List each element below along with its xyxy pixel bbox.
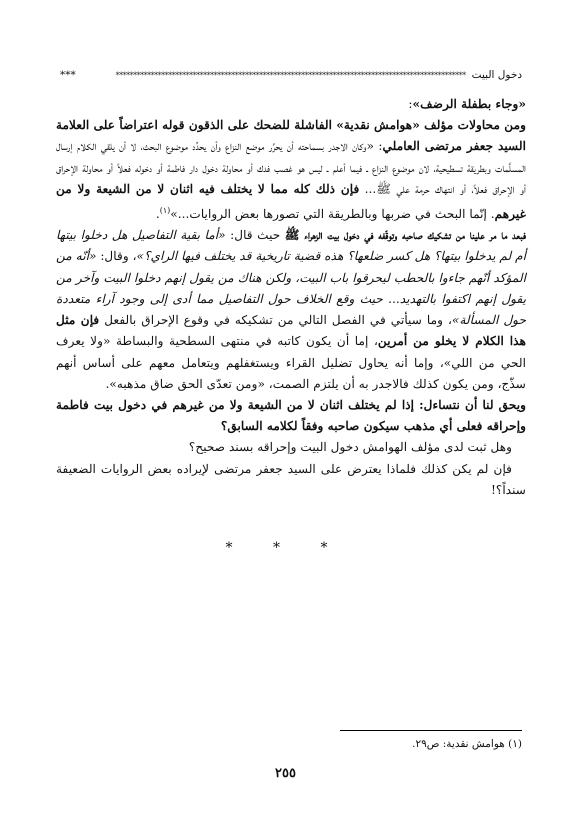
text-segment: «وجاء بطفلة الرضف» xyxy=(412,97,526,111)
text-segment: ، إما أن يكون كاتبه في منتهى السطحية والبساطة «ولا يعرف الحي من اللي»، وإما أنه يحاول تضليل القراء ويستغفلهم ويتعامل معهم على أساس أنهم سذّج، ومن يكون كذلك فالاجدر به أن يلتزم الصمت، «ومن تعدّى الحق ضاق مذهبه». xyxy=(56,334,526,391)
text-segment: . إنّما البحث في ضربها وبالطريقة التي تصورها بعض الروايات...» xyxy=(170,207,495,222)
running-title: دخول البيت xyxy=(471,69,522,81)
page-body xyxy=(56,94,526,501)
text-segment: ، وما سيأتي في الفصل التالي من تشكيكه في وقوع الإحراق بالفعل xyxy=(99,313,452,328)
running-header xyxy=(60,68,522,82)
text-segment: ومن محاولات مؤلف «هوامش نقدية» الفاشلة للضحك على الذقون قوله اعتراضاً على العلامة السيد جعفر مرتضى العاملي xyxy=(56,118,526,154)
section-separator: * * * xyxy=(225,540,346,556)
text-segment: «أما بقية التفاصيل هل دخلوا بيتها أم لم يدخلوا بيتها؟ هل كسر ضلعها؟ هذه قضية تاريخية قد يختلف فيها الراي؟» xyxy=(56,228,526,264)
paragraph xyxy=(56,395,526,437)
header-rule-decoration: **************************************************************************************************** xyxy=(115,70,466,80)
text-segment: فبعد ما مر علينا من تشكيك صاحبه وتوقّفه في دخول بيت الزهراء ﷺ xyxy=(284,228,526,243)
text-segment: (١) xyxy=(159,206,171,216)
text-segment: ، وقال: xyxy=(96,249,137,264)
text-segment: : «وكان الاجدر بسماحته أن يحرِّر موضع النزاع وأن يحدِّد موضوع البحث، لا أن يلقي الكلام إرسال المسلَّمات وبطريقة تسطيحية، لان موضوع النزاع ـ فيما أعلم ـ ليس هو غصب فدك أو محاولة دخول دار فاطمة أو دخوله فعلاً أو محاولة الإحراق أو الإحراق فعلاً، أو انتهاك حرمة علي ﷺ... xyxy=(56,139,526,196)
page-number: ٢٥٥ xyxy=(275,766,296,781)
text-segment: : xyxy=(408,97,413,111)
text-segment: فإن ذلك كله مما لا يختلف فيه اثنان لا من الشيعة ولا من غيرهم xyxy=(56,181,526,222)
text-segment: فإن لم يكن كذلك فلماذا يعترض على السيد جعفر مرتضى لإيراده بعض الروايات الضعيفة سنداً؟! xyxy=(56,461,526,497)
text-segment: . xyxy=(155,207,160,222)
paragraph xyxy=(56,225,526,395)
paragraph xyxy=(56,437,526,458)
footnote-rule xyxy=(340,730,522,731)
text-segment: حيث قال: xyxy=(225,228,285,243)
text-segment: «أنّه من المؤكد أنّهم جاءوا بالحطب ليحرقوا باب البيت، ولكن هناك من يقول إنهم دخلوا البيت وآخر من يقول إنهم اكتفوا بالتهديد... حيث وقع الخلاف حول التفاصيل مما أدى إلى وجود آراء متعددة حول المسألة» xyxy=(56,249,526,328)
text-segment: فإن مثل هذا الكلام لا يخلو من أمرين xyxy=(56,313,526,349)
paragraph xyxy=(56,94,526,115)
paragraph xyxy=(56,459,526,501)
header-marker: *** xyxy=(60,69,76,81)
text-segment: وهل ثبت لدى مؤلف الهوامش دخول البيت وإحراقه بسند صحيح؟ xyxy=(188,440,512,455)
footnote: (١) هوامش نقدية: ص٢٩. xyxy=(412,738,522,750)
text-segment: ويحق لنا أن نتساءل: إذا لم يختلف اثنان لا من الشيعة ولا من غيرهم في دخول بيت فاطمة وإحراقه فعلى أي مذهب سيكون صاحبه وفقاً لكلامه السابق؟ xyxy=(56,397,526,434)
paragraph xyxy=(56,115,526,225)
